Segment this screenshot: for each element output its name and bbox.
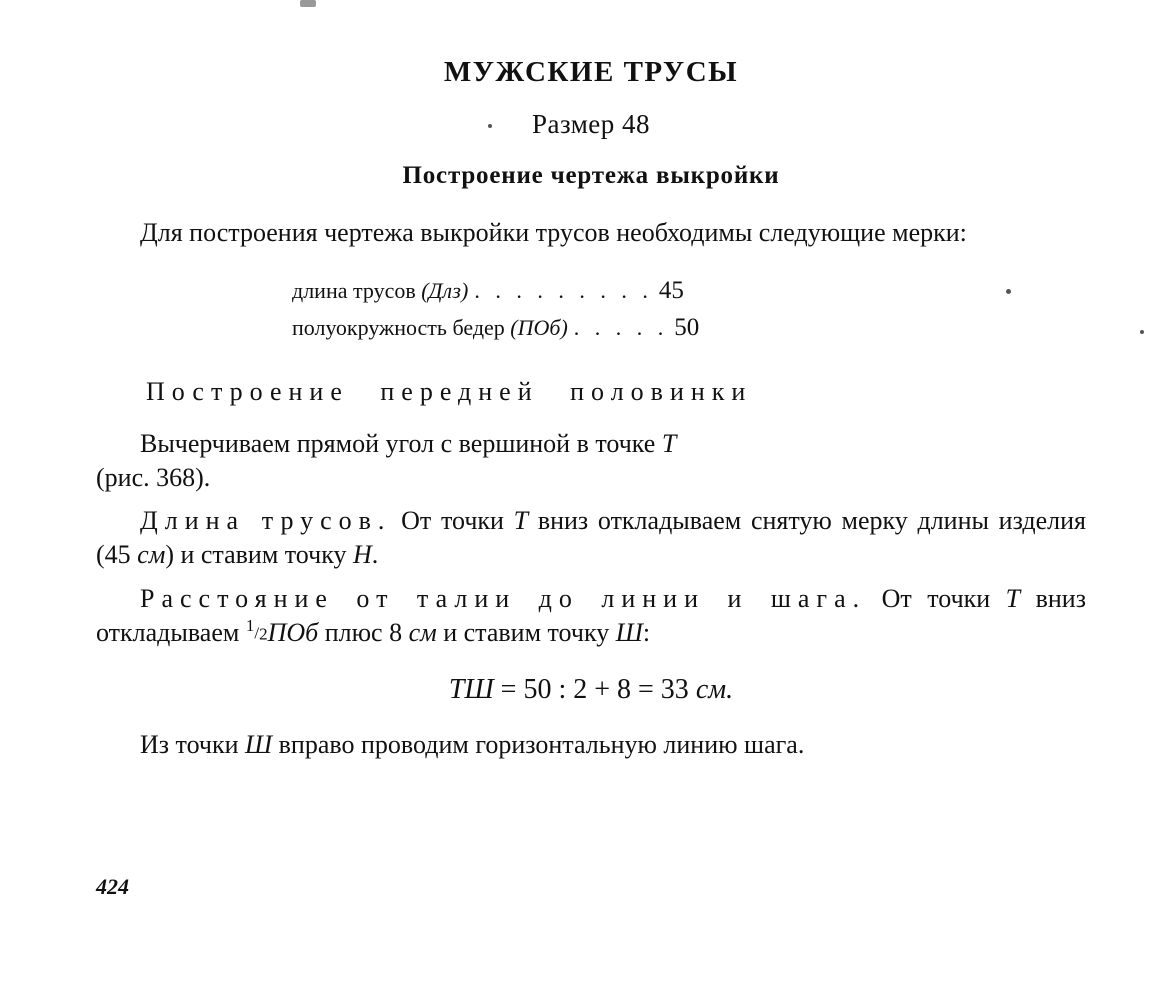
para-2-text-a: От точки — [391, 506, 514, 536]
measure-dots: . . . . . — [573, 315, 669, 341]
paragraph-crotch-line — [96, 728, 1086, 762]
point-sh-label: Ш — [245, 729, 273, 759]
measure-abbr: (ПОб) — [510, 315, 568, 341]
para-2-text-d: . — [371, 540, 379, 570]
paragraph-right-angle — [96, 427, 1086, 495]
measure-value: 45 — [658, 276, 684, 304]
scan-smudge — [300, 0, 316, 7]
point-t-label: Т — [513, 506, 529, 536]
point-sh-label: Ш — [615, 617, 643, 647]
section-heading: Построение чертежа выкройки — [402, 162, 780, 189]
page-title: МУЖСКИЕ ТРУСЫ — [443, 56, 739, 88]
figure-reference: (рис. 368). — [96, 462, 211, 492]
formula-unit: см. — [695, 673, 734, 705]
intro-text: Для построения чертежа выкройки трусов необходимы следующие мерки: — [140, 218, 967, 247]
page-content — [96, 56, 1086, 771]
point-t-label: Т — [661, 428, 677, 458]
formula-left: ТШ — [448, 673, 494, 705]
formula-body: = 50 : 2 + 8 = 33 — [493, 673, 696, 705]
paragraph-waist-to-crotch — [96, 582, 1086, 650]
page-number: 424 — [96, 874, 129, 899]
para-3-text-e: : — [642, 617, 651, 647]
measurements-list — [96, 272, 1086, 347]
measure-dots: . . . . . . . . . — [474, 277, 653, 303]
scan-speck — [1140, 330, 1144, 334]
para-4-text-a: Из точки — [140, 729, 246, 759]
para-3-text-d: и ставим точку — [436, 617, 616, 647]
size-line: Размер 48 — [531, 109, 651, 139]
measure-pob: ПОб — [267, 617, 319, 647]
measure-abbr: (Длз) — [421, 277, 469, 303]
para-2-heading: Длина трусов. — [140, 506, 392, 536]
list-item — [292, 272, 1086, 310]
formula-line — [96, 674, 1086, 706]
measure-value: 50 — [674, 314, 700, 342]
para-2-text-c: ) и ставим точку — [165, 540, 353, 570]
fraction-numerator: 1 — [245, 616, 255, 636]
fraction-one-half: $^1/_2$ — [245, 616, 268, 644]
list-item — [292, 309, 1086, 347]
fraction-denominator: 2 — [259, 624, 268, 644]
para-2-text-b: вниз откладываем снятую мерку длины изделия (45 — [96, 506, 1086, 570]
measure-label: полуокружность бедер — [292, 315, 511, 341]
para-3-text-a: От точки — [866, 583, 1006, 613]
para-3-text-b: вниз откладываем — [96, 583, 1086, 647]
point-t-label: Т — [1005, 583, 1021, 613]
para-3-text-c: плюс 8 — [318, 617, 409, 647]
unit-cm: см — [408, 617, 437, 647]
paragraph-length — [96, 504, 1086, 572]
subsection-front-half: Построение передней половинки — [146, 376, 753, 406]
para-1-text: Вычерчиваем прямой угол с вершиной в точке — [140, 428, 662, 458]
para-3-heading: Расстояние от талии до линии и шага. — [140, 583, 867, 613]
intro-paragraph — [96, 216, 1086, 250]
para-4-text-b: вправо проводим горизонтальную линию шага. — [272, 729, 805, 759]
unit-cm: см — [137, 540, 166, 570]
measure-label: длина трусов — [292, 277, 422, 303]
point-n-label: Н — [352, 540, 372, 570]
